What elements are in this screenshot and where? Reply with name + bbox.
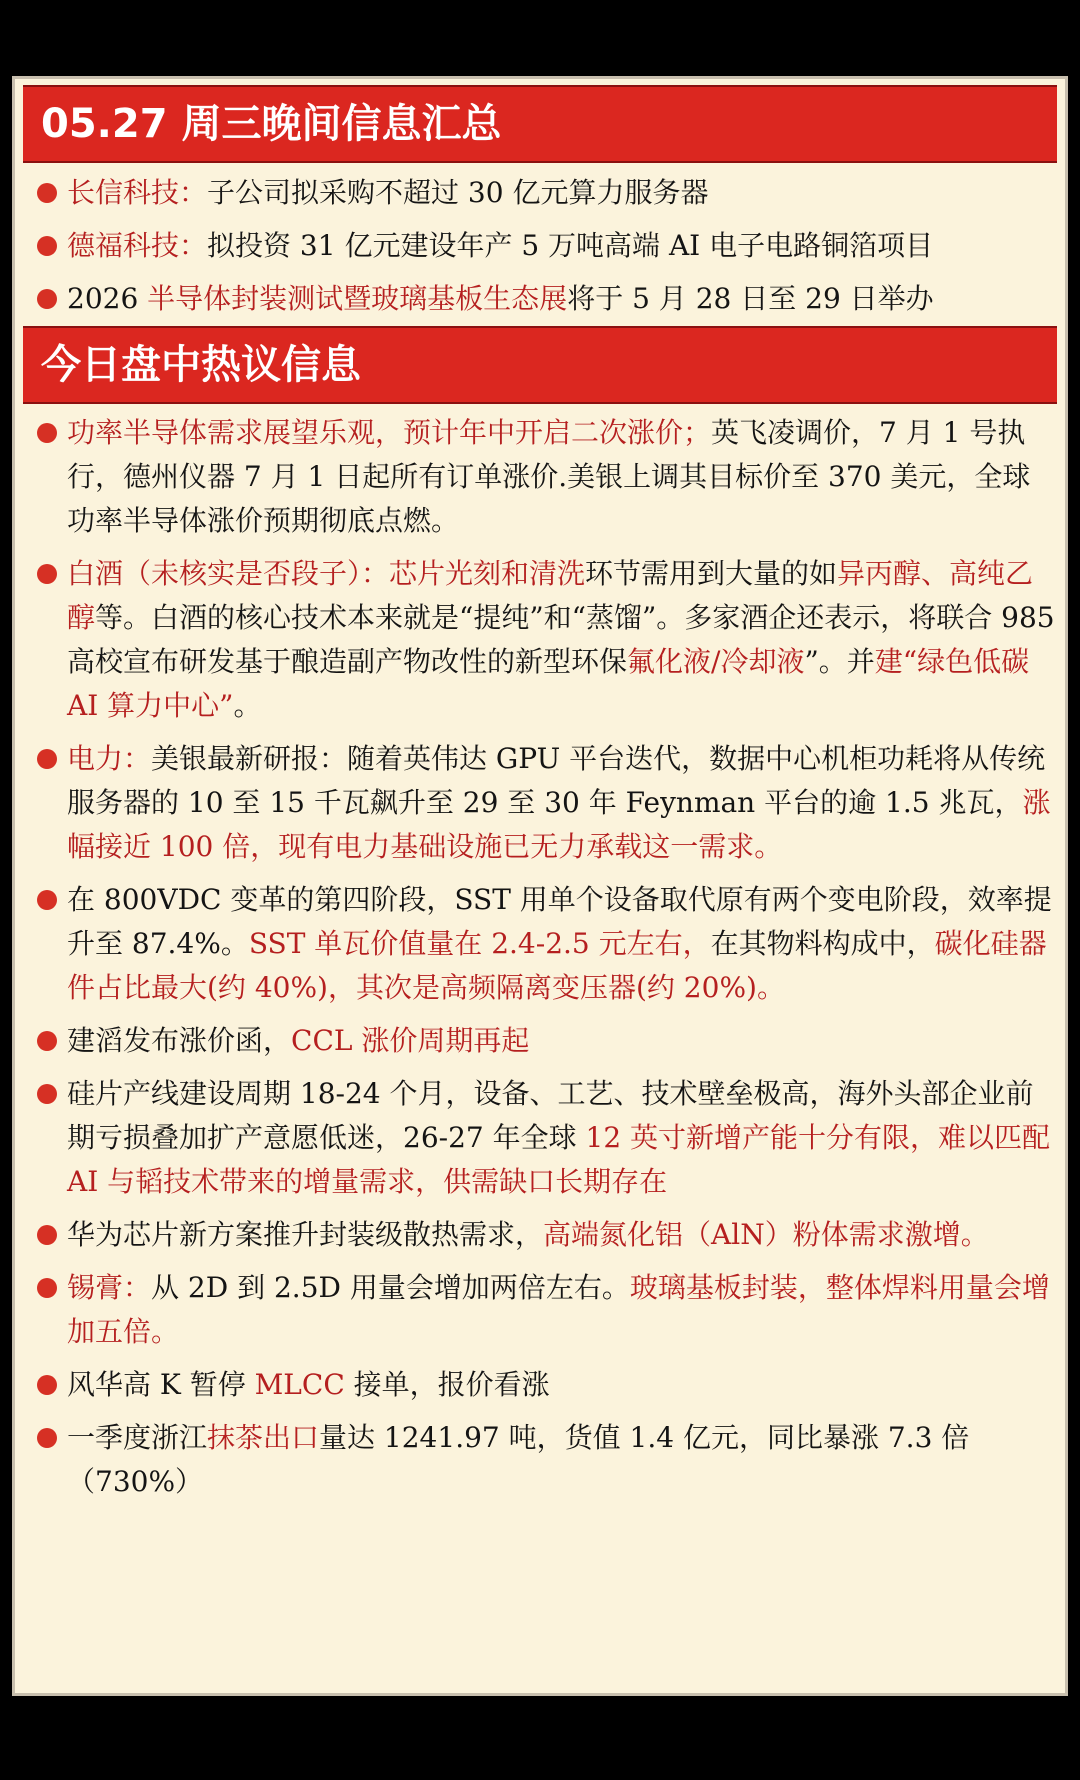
highlight-text: 电力： [67, 742, 152, 775]
bullet-icon [37, 749, 57, 769]
list-item [23, 224, 1057, 268]
highlight-text: 长信科技： [67, 176, 208, 209]
highlight-text: 白酒（未核实是否段子）：芯片光刻和清洗 [67, 557, 586, 590]
body-text: 子公司拟采购不超过 30 亿元算力服务器 [207, 176, 709, 209]
evening-summary-list [23, 171, 1057, 330]
highlight-text: 12 英寸新增产能十分有限，难以匹配 AI 与韬技术带来的增量需求，供需缺口长期存在 [67, 1121, 1051, 1198]
body-text: 。 [233, 689, 262, 722]
list-item [23, 1072, 1057, 1204]
list-item [23, 552, 1057, 728]
highlight-text: 建“绿色低碳 AI 算力中心” [67, 645, 1030, 722]
bullet-icon [37, 564, 57, 584]
bullet-icon [37, 1428, 57, 1448]
list-item [23, 1266, 1057, 1354]
highlight-text: 功率半导体需求展望乐观，预计年中开启二次涨价； [67, 416, 712, 449]
info-card [12, 76, 1068, 1696]
body-text: 等。白酒的核心技术本来就是“提纯”和“蒸馏”。多家酒企还表示，将联合 985 高校宣布研发基于酿造副产物改性的新型环保 [67, 601, 1055, 678]
highlight-text: 德福科技： [67, 229, 208, 262]
body-text: 在其物料构成中， [710, 927, 935, 960]
body-text: ”。并 [804, 645, 875, 678]
body-text: 在 800VDC 变革的第四阶段，SST 用单个设备取代原有两个变电阶段，效率提升至 87.4%。 [67, 883, 1052, 960]
evening-summary-header [23, 85, 1057, 163]
list-item [23, 878, 1057, 1010]
body-text: 环节需用到大量的如 [585, 557, 838, 590]
list-item [23, 277, 1057, 321]
highlight-text: 半导体封装测试暨玻璃基板生态展 [147, 282, 568, 315]
highlight-text: 氟化液/冷却液 [627, 645, 805, 678]
body-text: 从 2D 到 2.5D 用量会增加两倍左右。 [151, 1271, 630, 1304]
highlight-text: 玻璃基板封装，整体焊料用量会增加五倍。 [67, 1271, 1050, 1348]
highlight-text: 异丙醇、高纯乙醇 [67, 557, 1034, 634]
bullet-icon [37, 1278, 57, 1298]
highlight-text: 涨幅接近 100 倍，现有电力基础设施已无力承载这一需求。 [67, 786, 1051, 863]
body-text: 将于 5 月 28 日至 29 日举办 [567, 282, 934, 315]
body-text: 接单，报价看涨 [344, 1368, 550, 1401]
bullet-icon [37, 1225, 57, 1245]
body-text: 量达 1241.97 吨，货值 1.4 亿元，同比暴涨 7.3 倍（730%） [67, 1421, 970, 1498]
bullet-icon [37, 890, 57, 910]
list-item [23, 1019, 1057, 1063]
list-item [23, 171, 1057, 215]
bullet-icon [37, 236, 57, 256]
highlight-text: CCL 涨价周期再起 [291, 1024, 530, 1057]
body-text: 一季度浙江 [67, 1421, 208, 1454]
highlight-text: 高端氮化铝（AlN）粉体需求激增。 [543, 1218, 989, 1251]
evening-summary-title: 05.27 周三晚间信息汇总 [41, 101, 502, 147]
body-text: 英飞凌调价，7 月 1 号执行，德州仪器 7 月 1 日起所有订单涨价.美银上调其目标价至 370 美元，全球功率半导体涨价预期彻底点燃。 [67, 416, 1031, 537]
bullet-icon [37, 289, 57, 309]
body-text: 华为芯片新方案推升封装级散热需求， [67, 1218, 544, 1251]
highlight-text: 锡膏： [67, 1271, 152, 1304]
highlight-text: 抹茶出口 [207, 1421, 320, 1454]
body-text: 2026 [67, 282, 148, 315]
bullet-icon [37, 423, 57, 443]
list-item [23, 411, 1057, 543]
bullet-icon [37, 183, 57, 203]
body-text: 硅片产线建设周期 18-24 个月，设备、工艺、技术壁垒极高，海外头部企业前期亏损叠加扩产意愿低迷，26-27 年全球 [67, 1077, 1034, 1154]
hot-topics-list [23, 411, 1057, 1513]
body-text: 拟投资 31 亿元建设年产 5 万吨高端 AI 电子电路铜箔项目 [207, 229, 934, 262]
highlight-text: 碳化硅器件占比最大(约 40%)，其次是高频隔离变压器(约 20%)。 [67, 927, 1047, 1004]
highlight-text: SST 单瓦价值量在 2.4-2.5 元左右， [248, 927, 711, 960]
highlight-text: MLCC [254, 1368, 345, 1401]
bullet-icon [37, 1031, 57, 1051]
list-item [23, 1213, 1057, 1257]
list-item [23, 1416, 1057, 1504]
list-item [23, 737, 1057, 869]
body-text: 建滔发布涨价函， [67, 1024, 292, 1057]
hot-topics-header [23, 326, 1057, 404]
body-text: 美银最新研报：随着英伟达 GPU 平台迭代，数据中心机柜功耗将从传统服务器的 10 至 15 千瓦飙升至 29 至 30 年 Feynman 平台的逾 1.5 兆瓦， [67, 742, 1046, 819]
bullet-icon [37, 1375, 57, 1395]
body-text: 风华高 K 暂停 [67, 1368, 255, 1401]
list-item [23, 1363, 1057, 1407]
bullet-icon [37, 1084, 57, 1104]
hot-topics-title: 今日盘中热议信息 [41, 342, 361, 388]
